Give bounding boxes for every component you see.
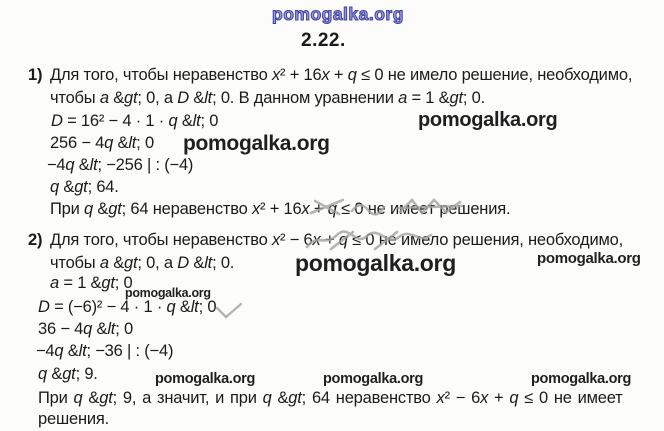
- section2-line9: решения.: [38, 410, 110, 428]
- section1-line4: 256 − 4q &lt; 0: [50, 134, 154, 152]
- exercise-number: 2.22.: [301, 30, 346, 51]
- section2-line4: D = (−6)² − 4 · 1 · q &lt; 0: [38, 298, 217, 316]
- watermark-bottom-3: pomogalka.org: [531, 371, 632, 387]
- section2-marker: 2): [28, 231, 43, 249]
- section1-line1: Для того, чтобы неравенство x² + 16x + q ≤ 0 не имело решение, необходимо,: [50, 66, 633, 84]
- watermark-top-blue: pomogalka.org: [272, 4, 404, 24]
- section2-line6: −4q &lt; −36 | : (−4): [36, 342, 174, 360]
- section1-line7: При q &gt; 64 неравенство x² + 16x + q ≤ 0 не имеет решения.: [50, 200, 511, 218]
- watermark-right-1: pomogalka.org: [418, 109, 558, 131]
- watermark-right-2: pomogalka.org: [537, 250, 641, 267]
- section1-marker: 1): [28, 66, 43, 84]
- section1-line3: D = 16² − 4 · 1 · q &lt; 0: [51, 112, 219, 130]
- section2-line1: Для того, чтобы неравенство x² − 6x + q ≤ 0 не имело решения, необходимо,: [50, 231, 623, 249]
- pen-checkmark-section2-discriminant: [214, 301, 244, 321]
- section2-line8: При q &gt; 9, а значит, и при q &gt; 64 неравенство x² − 6x + q ≤ 0 не имеет: [38, 389, 623, 407]
- watermark-bottom-2: pomogalka.org: [323, 371, 424, 387]
- section1-line5: −4q &lt; −256 | : (−4): [47, 156, 194, 174]
- watermark-bottom-1: pomogalka.org: [155, 371, 256, 387]
- watermark-large: pomogalka.org: [295, 250, 456, 276]
- section2-line2: чтобы a &gt; 0, а D &lt; 0.: [50, 254, 235, 272]
- section2-line7: q &gt; 9.: [38, 365, 98, 383]
- section1-line6: q &gt; 64.: [50, 178, 119, 196]
- watermark-tiny: pomogalka.org: [125, 286, 211, 300]
- watermark-mid-1: pomogalka.org: [183, 132, 330, 155]
- section1-line2: чтобы a &gt; 0, а D &lt; 0. В данном уравнении a = 1 &gt; 0.: [50, 89, 485, 107]
- section2-line5: 36 − 4q &lt; 0: [38, 320, 133, 338]
- section2-line3: a = 1 &gt; 0: [50, 274, 133, 292]
